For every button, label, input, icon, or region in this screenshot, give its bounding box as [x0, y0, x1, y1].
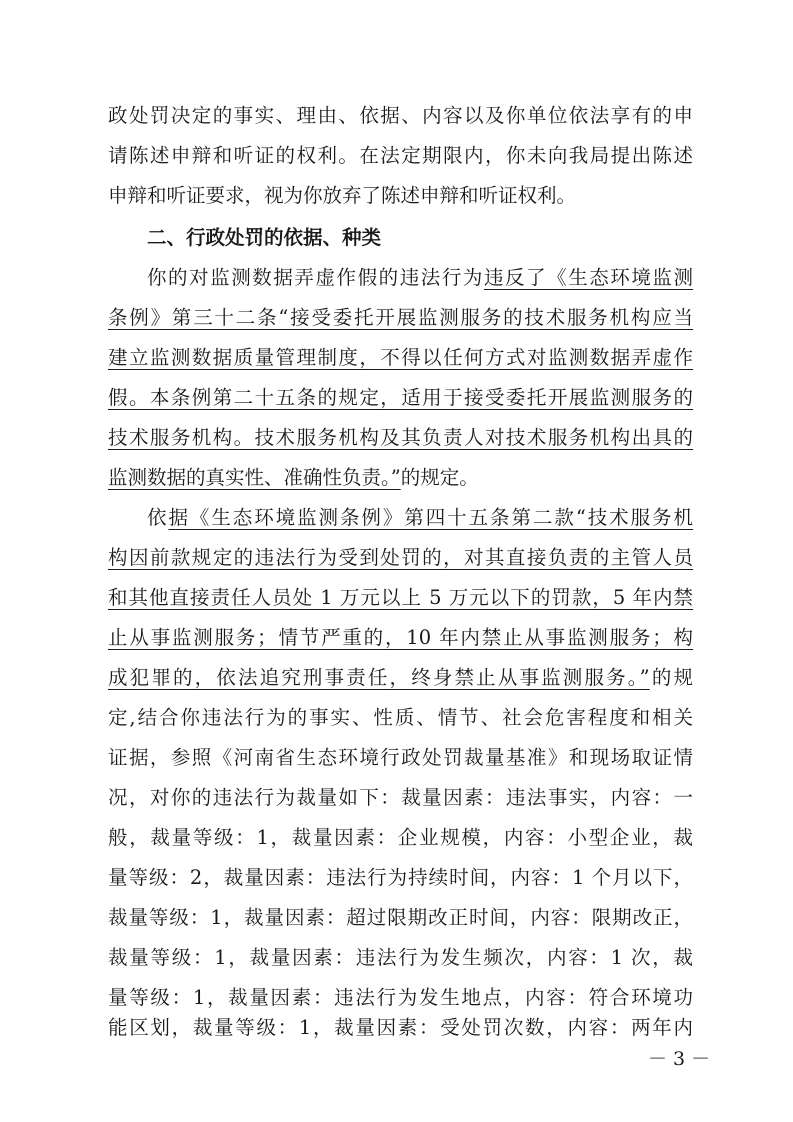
- paragraph-line: 证据，参照《河南省生态环境行政处罚裁量基准》和现场取证情: [108, 746, 693, 769]
- section-heading: 二、行政处罚的依据、种类: [147, 226, 382, 249]
- paragraph-line: 定,结合你违法行为的事实、性质、情节、社会危害程度和相关: [108, 706, 693, 729]
- paragraph-line-underlined: 条例》第三十二条“接受委托开展监测服务的技术服务机构应当: [108, 306, 693, 329]
- paragraph-line: 能区划，裁量等级：1，裁量因素：受处罚次数，内容：两年内: [108, 1016, 693, 1039]
- paragraph-line: 况，对你的违法行为裁量如下：裁量因素：违法事实，内容：一: [108, 786, 693, 809]
- paragraph-line: 裁量等级：1，裁量因素：违法行为发生频次，内容：1 次，裁: [108, 946, 693, 969]
- paragraph-line: 般，裁量等级：1，裁量因素：企业规模，内容：小型企业，裁: [108, 826, 693, 849]
- paragraph-line-underlined: 构因前款规定的违法行为受到处罚的，对其直接负责的主管人员: [108, 546, 693, 569]
- page-number: － 3 －: [648, 1048, 711, 1070]
- text-underlined: 违反了《生态环境监测: [483, 266, 693, 289]
- text-plain: 你的对监测数据弄虚作假的违法行为: [147, 266, 484, 289]
- paragraph-line-underlined: 技术服务机构。技术服务机构及其负责人对技术服务机构出具的: [108, 426, 693, 449]
- text-underlined: 成犯罪的，依法追究刑事责任，终身禁止从事监测服务。”: [108, 666, 650, 689]
- paragraph-line: [147, 500, 693, 536]
- text-plain: 依: [147, 506, 169, 529]
- paragraph-line: 裁量等级：1，裁量因素：超过限期改正时间，内容：限期改正，: [108, 906, 693, 929]
- paragraph-line: 量等级：1，裁量因素：违法行为发生地点，内容：符合环境功: [108, 986, 693, 1009]
- text-plain: 的规定。: [400, 466, 479, 489]
- paragraph-line: [147, 260, 693, 296]
- paragraph-line: 申辩和听证要求，视为你放弃了陈述申辩和听证权利。: [108, 184, 577, 207]
- paragraph-line: [108, 660, 693, 696]
- paragraph-line: [108, 460, 693, 496]
- text-underlined: 监测数据的真实性、准确性负责。”: [108, 466, 401, 489]
- paragraph-line: 政处罚决定的事实、理由、依据、内容以及你单位依法享有的申: [108, 104, 693, 127]
- paragraph-line-underlined: 建立监测数据质量管理制度，不得以任何方式对监测数据弄虚作: [108, 346, 693, 369]
- paragraph-line-underlined: 假。本条例第二十五条的规定，适用于接受委托开展监测服务的: [108, 386, 693, 409]
- text-underlined: 据《生态环境监测条例》第四十五条第二款“技术服务机: [168, 506, 693, 529]
- paragraph-line-underlined: 止从事监测服务；情节严重的，10 年内禁止从事监测服务；构: [108, 626, 693, 649]
- text-plain: 的规: [649, 666, 693, 689]
- paragraph-line-underlined: 和其他直接责任人员处 1 万元以上 5 万元以下的罚款，5 年内禁: [108, 586, 693, 609]
- paragraph-line: 量等级：2，裁量因素：违法行为持续时间，内容：1 个月以下，: [108, 866, 693, 889]
- paragraph-line: 请陈述申辩和听证的权利。在法定期限内，你未向我局提出陈述: [108, 144, 693, 167]
